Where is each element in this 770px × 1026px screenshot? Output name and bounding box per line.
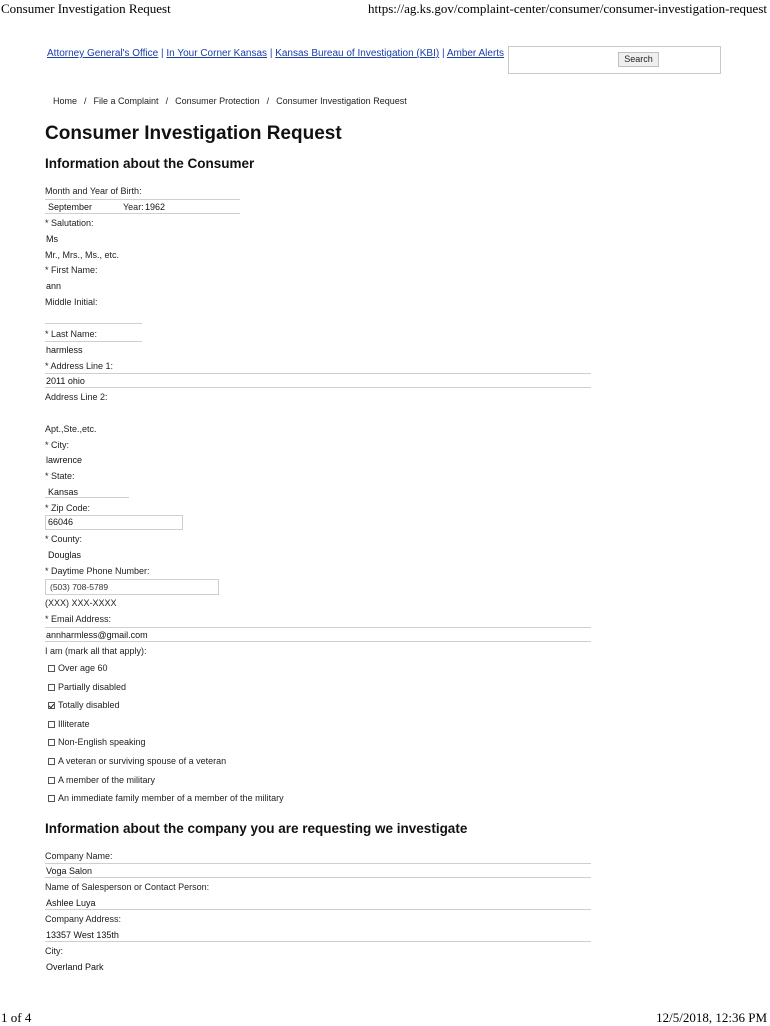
nav-separator: | <box>161 48 164 59</box>
county-label: * County: <box>45 534 83 544</box>
nav-separator: | <box>441 48 445 59</box>
i-am-label: I am (mark all that apply): <box>45 646 147 656</box>
state-label: * State: <box>45 471 75 481</box>
city-input[interactable]: lawrence <box>46 455 83 465</box>
birth-label: Month and Year of Birth: <box>45 186 142 196</box>
birth-year-input[interactable]: 1962 <box>145 202 166 212</box>
address2-hint: Apt.,Ste.,etc. <box>45 424 97 434</box>
address1-label: * Address Line 1: <box>45 361 114 371</box>
checkbox-military-family[interactable] <box>48 793 284 803</box>
company-city-input[interactable]: Overland Park <box>46 962 104 972</box>
checkbox-illiterate[interactable] <box>48 719 90 729</box>
company-address-label: Company Address: <box>45 914 122 924</box>
checkbox-military[interactable] <box>48 775 155 785</box>
breadcrumb <box>53 96 407 106</box>
checkbox-box[interactable] <box>48 684 55 691</box>
address1-underline <box>45 387 591 388</box>
checkbox-box[interactable] <box>48 758 55 765</box>
salutation-label: * Salutation: <box>45 218 94 228</box>
address1-input[interactable]: 2011 ohio <box>46 376 85 386</box>
breadcrumb-current: Consumer Investigation Request <box>276 96 407 106</box>
print-datetime: 12/5/2018, 12:36 PM <box>656 1010 767 1025</box>
company-name-top-line <box>45 863 591 864</box>
phone-hint: (XXX) XXX-XXXX <box>45 598 117 608</box>
middle-initial-underline <box>45 323 142 324</box>
checkbox-box[interactable] <box>48 777 55 784</box>
last-name-label: * Last Name: <box>45 329 98 339</box>
contact-person-underline <box>45 909 591 910</box>
checkbox-label: Over age 60 <box>58 663 108 673</box>
search-button[interactable]: Search <box>618 52 659 67</box>
first-name-input[interactable]: ann <box>46 281 62 291</box>
birth-month-select[interactable]: September <box>48 202 93 212</box>
birth-underline <box>45 213 240 214</box>
address2-label: Address Line 2: <box>45 392 108 402</box>
checkbox-box[interactable] <box>48 665 55 672</box>
middle-initial-label: Middle Initial: <box>45 297 98 307</box>
email-underline <box>45 641 591 642</box>
breadcrumb-file-complaint[interactable]: File a Complaint <box>93 96 159 106</box>
first-name-label: * First Name: <box>45 265 98 275</box>
salutation-input[interactable]: Ms <box>46 234 58 244</box>
breadcrumb-separator: / <box>266 96 270 106</box>
last-name-underline <box>45 341 142 342</box>
checkbox-label: Totally disabled <box>58 700 120 710</box>
print-page-number: 1 of 4 <box>1 1010 32 1025</box>
nav-link-ag-office[interactable]: Attorney General's Office <box>47 48 159 59</box>
checkbox-non-english[interactable] <box>48 737 146 747</box>
checkbox-label: Partially disabled <box>58 682 127 692</box>
company-name-label: Company Name: <box>45 851 113 861</box>
checkbox-box[interactable] <box>48 739 55 746</box>
print-header-title: Consumer Investigation Request <box>1 1 171 16</box>
email-label: * Email Address: <box>45 614 112 624</box>
nav-link-kbi[interactable]: Kansas Bureau of Investigation (KBI) <box>275 48 440 59</box>
nav-link-amber-alerts[interactable]: Amber Alerts <box>446 48 505 59</box>
zip-label: * Zip Code: <box>45 503 91 513</box>
checkbox-over-60[interactable] <box>48 663 108 673</box>
breadcrumb-separator: / <box>84 96 87 106</box>
checkbox-label: A veteran or surviving spouse of a veteran <box>58 756 227 766</box>
state-select[interactable]: Kansas <box>48 487 79 497</box>
company-city-label: City: <box>45 946 63 956</box>
birth-divider <box>45 199 240 200</box>
zip-input[interactable]: 66046 <box>45 515 183 530</box>
birth-year-label: Year: <box>123 202 144 212</box>
last-name-input[interactable]: harmless <box>46 345 83 355</box>
checkbox-label: Non-English speaking <box>58 737 146 747</box>
top-nav <box>47 48 504 59</box>
print-header-url: https://ag.ks.gov/complaint-center/consumer/consumer-investigation-request <box>367 1 767 16</box>
company-address-input[interactable]: 13357 West 135th <box>46 930 119 940</box>
email-top-line <box>45 627 591 628</box>
state-underline <box>45 497 129 498</box>
nav-separator: | <box>269 48 273 59</box>
address1-top-line <box>45 373 591 374</box>
checkbox-totally-disabled[interactable] <box>48 700 120 710</box>
salutation-hint: Mr., Mrs., Ms., etc. <box>45 250 119 260</box>
consumer-section-heading: Information about the Consumer <box>45 156 255 171</box>
contact-person-input[interactable]: Ashlee Luya <box>46 898 96 908</box>
county-select[interactable]: Douglas <box>48 550 82 560</box>
checkbox-box[interactable] <box>48 721 55 728</box>
email-input[interactable]: annharmless@gmail.com <box>46 630 148 640</box>
company-name-underline <box>45 877 591 878</box>
page-title: Consumer Investigation Request <box>45 123 342 144</box>
checkbox-label: A member of the military <box>58 775 156 785</box>
breadcrumb-consumer-protection[interactable]: Consumer Protection <box>175 96 260 106</box>
phone-input[interactable]: (503) 708-5789 <box>45 579 219 595</box>
checkbox-label: Illiterate <box>58 719 90 729</box>
company-name-input[interactable]: Voga Salon <box>46 866 93 876</box>
nav-link-in-your-corner[interactable]: In Your Corner Kansas <box>166 48 268 59</box>
contact-person-label: Name of Salesperson or Contact Person: <box>45 882 210 892</box>
breadcrumb-separator: / <box>165 96 169 106</box>
company-section-heading: Information about the company you are requesting we investigate <box>45 821 468 836</box>
checkbox-box-checked[interactable] <box>48 702 55 709</box>
search-input[interactable] <box>508 46 721 74</box>
breadcrumb-home[interactable]: Home <box>53 96 78 106</box>
checkbox-box[interactable] <box>48 795 55 802</box>
phone-label: * Daytime Phone Number: <box>45 566 150 576</box>
checkbox-label: An immediate family member of a member of the military <box>58 793 284 803</box>
company-address-underline <box>45 941 591 942</box>
checkbox-veteran[interactable] <box>48 756 226 766</box>
city-label: * City: <box>45 440 70 450</box>
checkbox-partially-disabled[interactable] <box>48 682 126 692</box>
